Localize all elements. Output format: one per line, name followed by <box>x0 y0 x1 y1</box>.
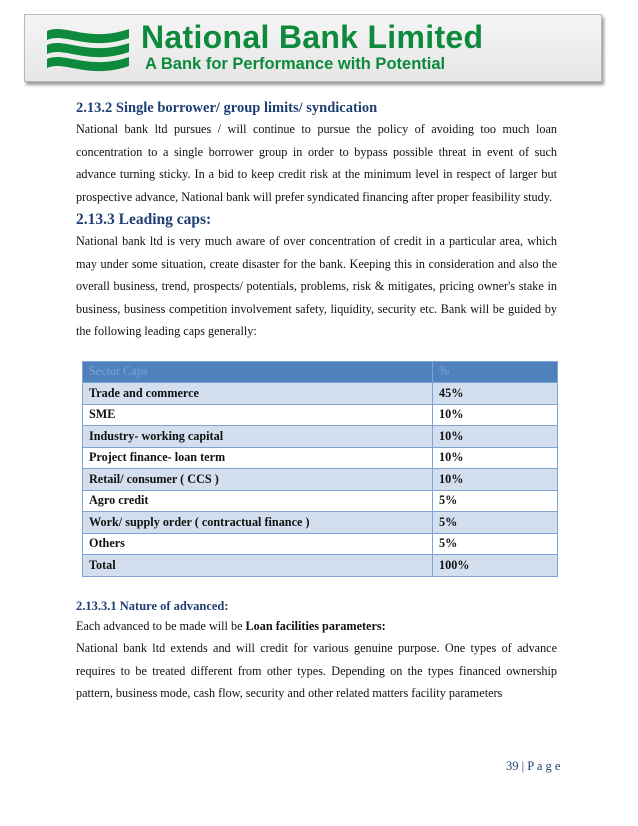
table-row <box>83 512 558 534</box>
sector-cell: Retail/ consumer ( CCS ) <box>83 469 433 491</box>
percent-cell: 10% <box>433 404 558 426</box>
percent-cell: 10% <box>433 447 558 469</box>
table-row <box>83 426 558 448</box>
percent-cell: 10% <box>433 469 558 491</box>
table-header-cell: Sector Caps <box>83 361 433 383</box>
section-heading-2-13-3: 2.13.3 Leading caps: <box>76 211 212 228</box>
section-2-13-3-1 <box>76 597 557 705</box>
header-banner <box>24 14 602 82</box>
page-number: 39 | P a g e <box>506 759 561 773</box>
percent-cell: 5% <box>433 490 558 512</box>
sector-cell: Industry- working capital <box>83 426 433 448</box>
sector-cell: Agro credit <box>83 490 433 512</box>
sector-cell: Others <box>83 533 433 555</box>
table-row <box>83 533 558 555</box>
section-body-2-13-3: National bank ltd is very much aware of over concentration of credit in a particular area, which may under some situation, create disaster for the bank. Keeping this in consideration and also the overall business, trend, prospects/ potentials, problems, risk & mitigates, pricing owner's stake in business, business competition involvement safety, liquidity, security etc. Bank will be guided by the following leading caps generally: <box>76 234 557 338</box>
section-body-2-13-2: National bank ltd pursues / will continue to pursue the policy of avoiding too much loan concentration to a single borrower group in order to bypass possible threat in event of such advance turning sticky. In a bid to keep credit risk at the minimum level in respect of larger but prospective advance, National bank will prefer syndicated financing after proper feasibility study. <box>76 122 557 204</box>
percent-cell: 5% <box>433 512 558 534</box>
percent-cell: 5% <box>433 533 558 555</box>
table-header-cell: % <box>433 361 558 383</box>
section-heading-2-13-3-1: 2.13.3.1 Nature of advanced: <box>76 598 229 613</box>
percent-cell: 45% <box>433 383 558 405</box>
sector-cell: Total <box>83 555 433 577</box>
section-body-2-13-3-1: National bank ltd extends and will credit for various genuine purpose. One types of advance requires to be treated different from other types. Depending on the types financed ownership pattern, business mode, cash flow, security and other related matters facility parameters <box>76 641 557 700</box>
sector-cell: Work/ supply order ( contractual finance ) <box>83 512 433 534</box>
percent-cell: 100% <box>433 555 558 577</box>
leading-caps-table-wrapper <box>82 361 558 577</box>
table-row <box>83 404 558 426</box>
percent-cell: 10% <box>433 426 558 448</box>
leading-caps-table <box>82 361 558 577</box>
bank-name: National Bank Limited <box>141 19 484 55</box>
table-row <box>83 469 558 491</box>
table-row <box>83 383 558 405</box>
page-content <box>76 98 557 705</box>
sector-cell: Project finance- loan term <box>83 447 433 469</box>
table-row <box>83 555 558 577</box>
sector-cell: SME <box>83 404 433 426</box>
table-row <box>83 447 558 469</box>
sector-cell: Trade and commerce <box>83 383 433 405</box>
section-heading-2-13-2: 2.13.2 Single borrower/ group limits/ syndication <box>76 100 378 116</box>
loan-parameters-bold: Loan facilities parameters: <box>245 618 386 633</box>
table-header-row <box>83 361 558 383</box>
table-row <box>83 490 558 512</box>
bank-logo-icon <box>43 25 133 73</box>
loan-parameters-line <box>76 615 557 638</box>
bank-tagline: A Bank for Performance with Potential <box>145 55 446 73</box>
loan-parameters-text: Each advanced to be made will be <box>76 618 246 633</box>
